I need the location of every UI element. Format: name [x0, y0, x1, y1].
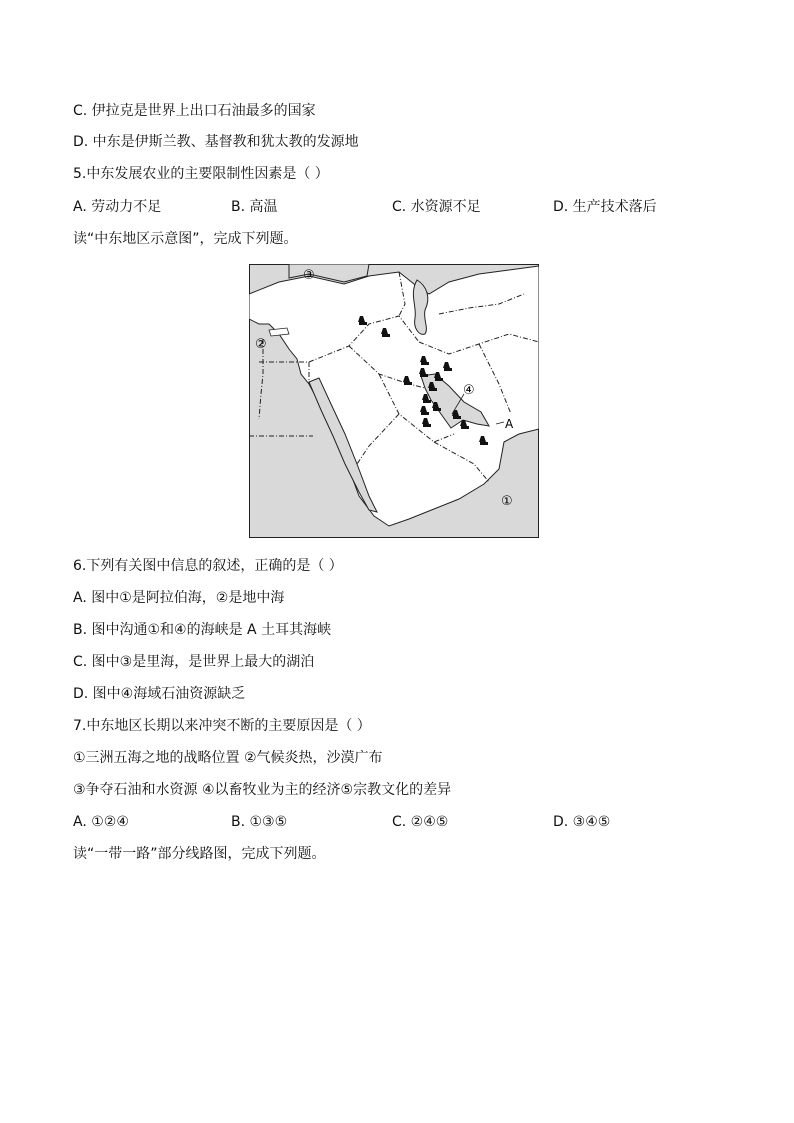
q4-option-d: D. 中东是伊斯兰教、基督教和犹太教的发源地 [73, 134, 359, 150]
map-label-2: ② [255, 337, 267, 352]
q6-option-b: B. 图中沟通①和④的海峡是 A 土耳其海峡 [73, 622, 332, 638]
caspian-sea [413, 280, 427, 334]
q5-option-a: A. 劳动力不足 [73, 199, 162, 215]
map-label-3: ③ [303, 268, 315, 283]
q5-option-d: D. 生产技术落后 [553, 199, 657, 215]
q7-reasons-1: ①三洲五海之地的战略位置 ②气候炎热，沙漠广布 [73, 750, 383, 766]
q4-option-c: C. 伊拉克是世界上出口石油最多的国家 [73, 103, 316, 119]
map-intro: 读“中东地区示意图”，完成下列题。 [73, 231, 298, 247]
map-label-1: ① [501, 494, 513, 509]
map-label-4: ④ [463, 383, 475, 398]
map-label-A: A [505, 417, 514, 431]
q6-option-a: A. 图中①是阿拉伯海，②是地中海 [73, 590, 285, 606]
q6-stem: 6.下列有关图中信息的叙述，正确的是（ ） [73, 558, 343, 574]
middle-east-map [249, 264, 539, 538]
q7-option-c: C. ②④⑤ [392, 814, 449, 830]
route-intro: 读“一带一路”部分线路图，完成下列题。 [73, 846, 326, 862]
q7-option-d: D. ③④⑤ [553, 814, 611, 830]
q7-stem: 7.中东地区长期以来冲突不断的主要原因是（ ） [73, 718, 371, 734]
q6-option-d: D. 图中④海域石油资源缺乏 [73, 686, 246, 702]
q7-reasons-2: ③争夺石油和水资源 ④以畜牧业为主的经济⑤宗教文化的差异 [73, 782, 452, 798]
q5-option-c: C. 水资源不足 [392, 199, 481, 215]
q5-stem: 5.中东发展农业的主要限制性因素是（ ） [73, 166, 329, 182]
q7-option-a: A. ①②④ [73, 814, 129, 830]
q6-option-c: C. 图中③是里海，是世界上最大的湖泊 [73, 654, 315, 670]
q5-option-b: B. 高温 [231, 199, 278, 215]
q7-option-b: B. ①③⑤ [231, 814, 288, 830]
